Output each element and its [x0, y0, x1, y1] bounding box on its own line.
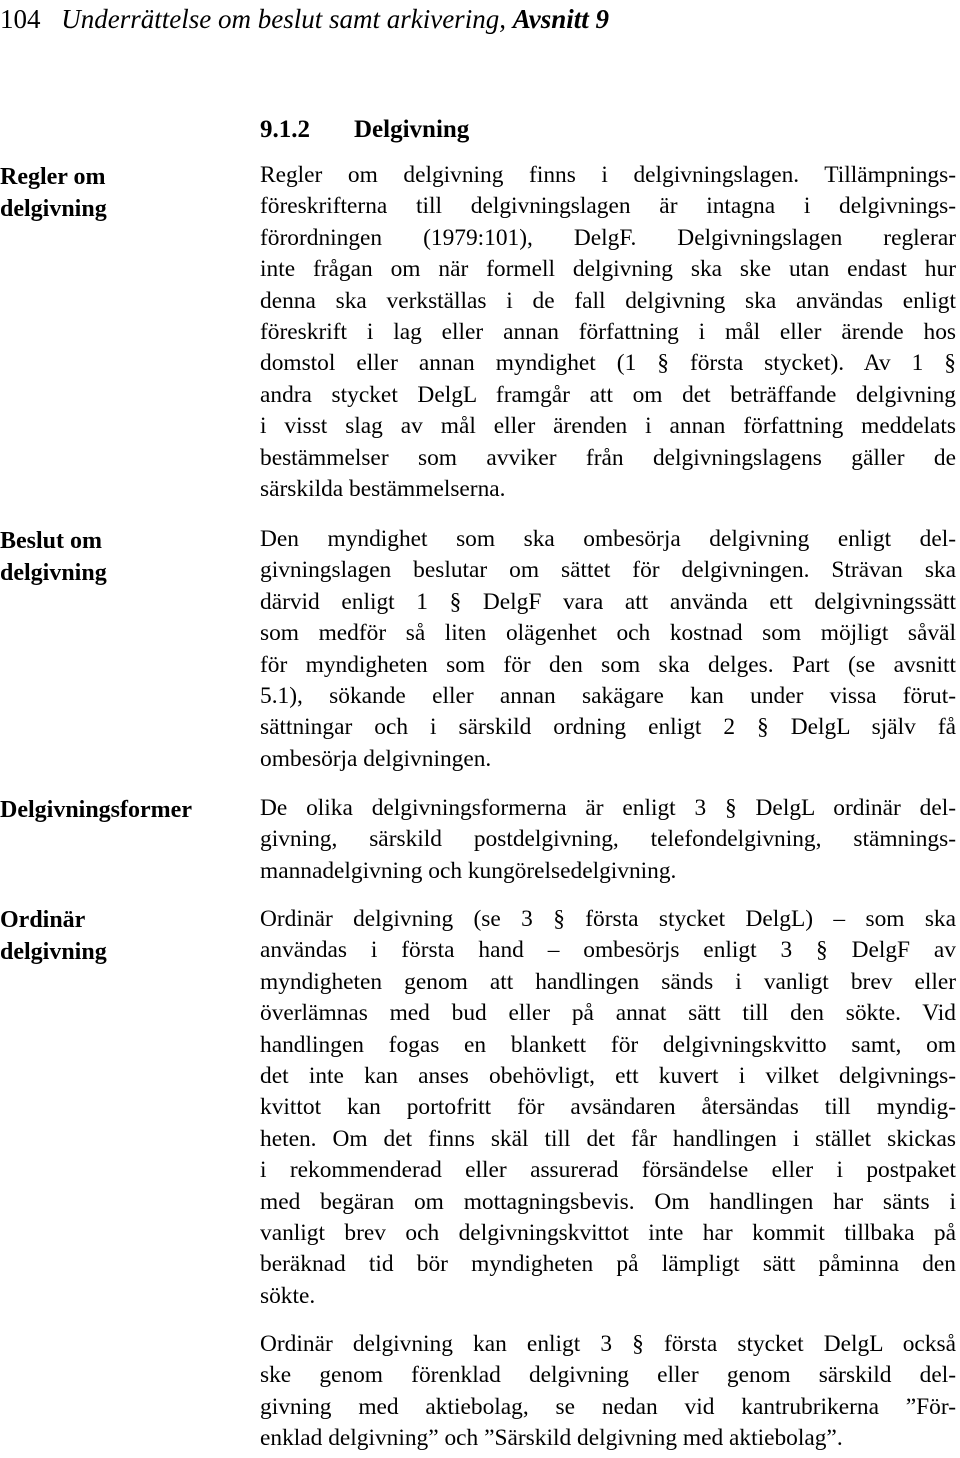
text-line: mannadelgivning och kungörelsedelgivning.: [260, 857, 677, 884]
text-line: användas i första hand – ombesörjs enligt 3 § DelgF av: [260, 937, 956, 964]
text-line: sättningar och i särskild ordning enligt 2 § DelgL själv få: [260, 714, 956, 741]
text-line: enklad delgivning” och ”Särskild delgivning med aktiebolag”.: [260, 1425, 843, 1452]
section-title: Delgivning: [354, 116, 470, 143]
margin-note-line: delgivning: [0, 939, 107, 965]
text-line: förordningen (1979:101), DelgF. Delgivningslagen reglerar: [260, 224, 956, 251]
text-line: Ordinär delgivning kan enligt 3 § första stycket DelgL också: [260, 1331, 956, 1357]
paragraph-former: [260, 793, 956, 887]
text-line: bestämmelser som avviker från delgivningslagens gäller de: [260, 444, 956, 471]
text-line: med begäran om mottagningsbevis. Om handlingen har sänts i: [260, 1188, 956, 1215]
running-header: [0, 2, 950, 36]
paragraph-forenklad: [260, 1329, 956, 1455]
margin-note-line: Ordinär: [0, 907, 86, 933]
margin-note-line: delgivning: [0, 560, 107, 586]
text-line: för myndigheten som för den som ska delges. Part (se avsnitt: [260, 651, 956, 678]
paragraph-beslut: [260, 524, 956, 775]
text-line: myndigheten genom att handlingen sänds i vanligt brev eller: [260, 968, 956, 995]
margin-note-regler: [0, 161, 235, 225]
text-line: handlingen fogas en blankett för delgivningskvitto samt, om: [260, 1031, 956, 1058]
text-line: Regler om delgivning finns i delgivningslagen. Tillämpnings-: [260, 162, 956, 188]
paragraph-regler: [260, 160, 956, 505]
margin-note-line: Regler om: [0, 164, 106, 190]
text-line: i rekommenderad eller assurerad försändelse eller i postpaket: [260, 1157, 956, 1184]
text-line: därvid enligt 1 § DelgF vara att använda ett delgivningssätt: [260, 588, 956, 615]
text-line: givningslagen beslutar om sättet för delgivningen. Strävan ska: [260, 557, 956, 584]
text-line: kvittot kan portofritt för avsändaren återsändas till myndig-: [260, 1094, 956, 1121]
paragraph-ordinar: [260, 904, 956, 1312]
text-line: föreskrifterna till delgivningslagen är intagna i delgivnings-: [260, 193, 956, 220]
text-line: föreskrift i lag eller annan författning i mål eller ärende hos: [260, 318, 956, 345]
text-line: vanligt brev och delgivningskvittot inte har kommit tillbaka på: [260, 1219, 956, 1246]
text-line: heten. Om det finns skäl till det får handlingen i stället skickas: [260, 1125, 956, 1152]
text-line: givning, särskild postdelgivning, telefondelgivning, stämnings-: [260, 826, 956, 853]
text-line: sökte.: [260, 1282, 316, 1309]
text-line: domstol eller annan myndighet (1 § första stycket). Av 1 §: [260, 350, 956, 377]
section-heading: [260, 113, 469, 147]
text-line: i visst slag av mål eller ärenden i annan författning meddelats: [260, 413, 956, 440]
text-line: givning med aktiebolag, se nedan vid kantrubrikerna ”För-: [260, 1393, 956, 1420]
text-line: det inte kan anses obehövligt, ett kuvert i vilket delgivnings-: [260, 1062, 956, 1089]
margin-note-ordinar: [0, 904, 235, 968]
text-line: Den myndighet som ska ombesörja delgivning enligt del-: [260, 526, 956, 552]
text-line: ske genom förenklad delgivning eller genom särskild del-: [260, 1362, 956, 1389]
margin-note-line: Delgivningsformer: [0, 797, 192, 823]
text-line: denna ska verkställas i de fall delgivning ska användas enligt: [260, 287, 956, 314]
section-number: 9.1.2: [260, 116, 310, 143]
text-line: beräknad tid bör myndigheten på lämpligt sätt påminna den: [260, 1251, 956, 1278]
text-line: särskilda bestämmelserna.: [260, 475, 506, 502]
running-section: Avsnitt 9: [512, 4, 609, 34]
text-line: andra stycket DelgL framgår att om det beträffande delgivning: [260, 381, 956, 408]
text-line: inte frågan om när formell delgivning ska ske utan endast hur: [260, 256, 956, 283]
running-title: Underrättelse om beslut samt arkivering,: [61, 4, 506, 34]
margin-note-line: Beslut om: [0, 528, 102, 554]
text-line: 5.1), sökande eller annan sakägare kan under vissa förut-: [260, 682, 956, 709]
margin-note-line: delgivning: [0, 196, 107, 222]
margin-note-delgivningsformer: [0, 794, 235, 826]
text-line: överlämnas med bud eller på annat sätt till den sökte. Vid: [260, 1000, 956, 1027]
page-number: 104: [0, 4, 41, 34]
text-line: Ordinär delgivning (se 3 § första stycket DelgL) – som ska: [260, 906, 956, 932]
text-line: ombesörja delgivningen.: [260, 745, 492, 772]
margin-note-beslut: [0, 525, 235, 589]
text-line: som medför så liten olägenhet och kostnad som möjligt såväl: [260, 620, 956, 647]
text-line: De olika delgivningsformerna är enligt 3 § DelgL ordinär del-: [260, 795, 956, 821]
